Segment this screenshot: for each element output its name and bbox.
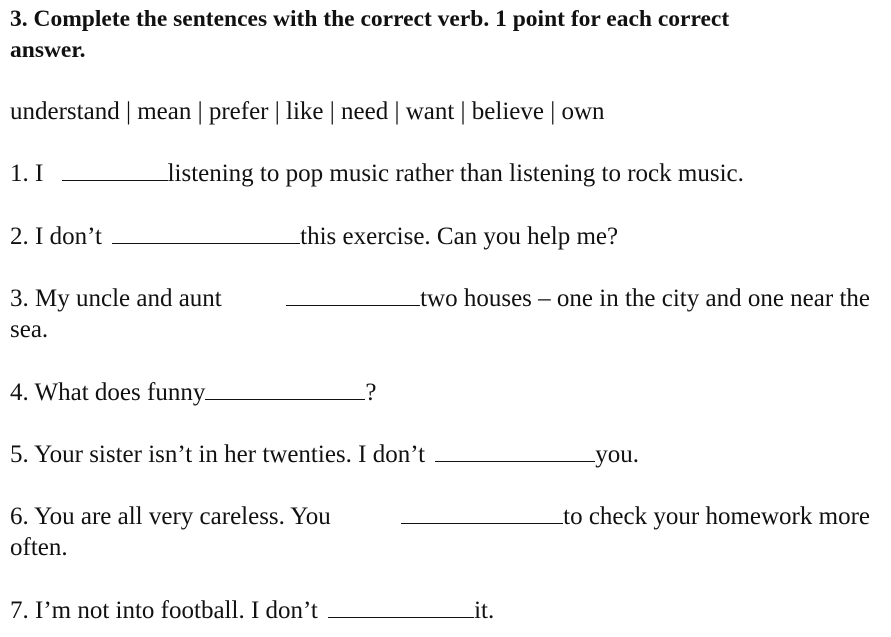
question-4-start: 4. What does funny [10, 379, 206, 406]
question-6-end: often. [10, 534, 68, 561]
word-bank: understand | mean | prefer | like | need | want | believe | own [10, 98, 605, 125]
question-5-end: you. [595, 441, 640, 468]
question-1-end: listening to pop music rather than listening to rock music. [167, 160, 744, 187]
question-6 [10, 501, 878, 563]
question-2-start: 2. I don’t [10, 223, 102, 250]
question-4 [10, 377, 376, 408]
answer-blank-1[interactable] [62, 158, 168, 181]
answer-blank-2[interactable] [112, 221, 300, 244]
question-3-start: 3. My uncle and aunt [10, 285, 222, 312]
answer-blank-4[interactable] [205, 377, 365, 400]
question-1 [10, 158, 744, 189]
answer-blank-5[interactable] [435, 439, 595, 462]
question-5-start: 5. Your sister isn’t in her twenties. I don’t [10, 441, 426, 468]
question-4-end: ? [365, 379, 377, 406]
answer-blank-3[interactable] [286, 283, 420, 306]
question-2-end: this exercise. Can you help me? [300, 223, 619, 250]
exercise-heading [10, 4, 880, 66]
answer-blank-6[interactable] [401, 501, 563, 524]
question-5 [10, 439, 639, 470]
question-6-middle: to check your homework more [563, 503, 870, 530]
question-6-start: 6. You are all very careless. You [10, 503, 331, 530]
heading-line-2: answer. [10, 37, 86, 63]
question-6-line-1 [10, 501, 870, 532]
question-7-start: 7. I’m not into football. I don’t [10, 597, 318, 624]
heading-line-1: 3. Complete the sentences with the correct verb. 1 point for each correct [10, 6, 730, 32]
question-3-line-1 [10, 283, 870, 314]
question-6-tail [401, 501, 870, 532]
answer-blank-7[interactable] [328, 595, 474, 618]
question-2 [10, 221, 618, 252]
question-7 [10, 595, 494, 626]
question-3-tail [286, 283, 870, 314]
question-3 [10, 283, 878, 345]
question-7-end: it. [474, 597, 495, 624]
question-3-end: sea. [10, 316, 49, 343]
question-3-middle: two houses – one in the city and one near the [420, 285, 870, 312]
question-1-start: 1. I [10, 160, 44, 187]
